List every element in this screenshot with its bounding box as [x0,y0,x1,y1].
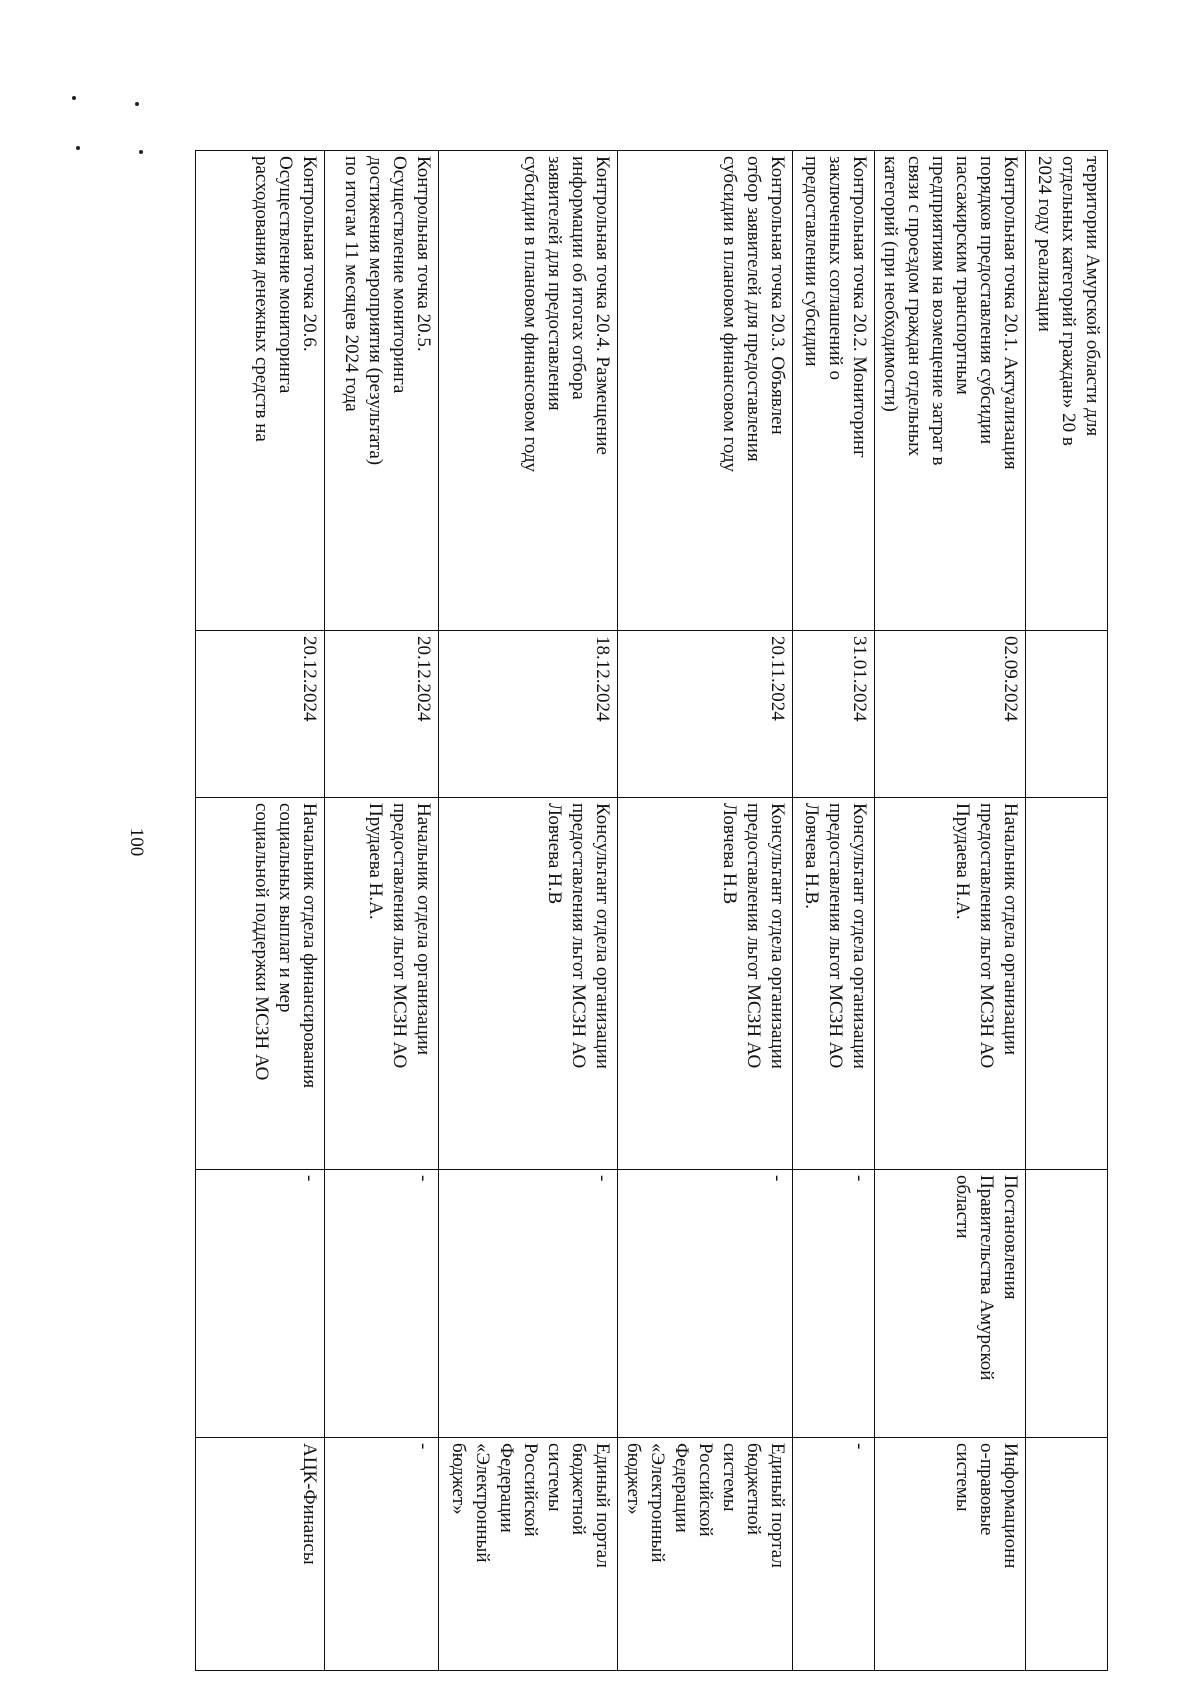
event-cell: Контрольная точка 20.2. Мониторинг заключенных соглашений о предоставлении субсидии [793,151,875,631]
responsible-cell [1026,798,1108,1170]
table-row [1026,151,1108,1671]
responsible-cell: Консультант отдела организации предоставления льгот МСЗН АО Ловчева Н.В [439,798,618,1170]
system-cell: Единый портал бюджетной системы Российской Федерации «Электронный бюджет» [618,1438,793,1671]
system-cell: АЦК-Финансы [196,1438,325,1671]
event-cell: территории Амурской области для отдельных категорий граждан» 20 в 2024 году реализации [1026,151,1108,631]
table-row [196,151,325,1671]
responsible-cell: Консультант отдела организации предоставления льгот МСЗН АО Ловчева Н.В [618,798,793,1170]
scan-speck [135,102,139,106]
date-cell: 31.01.2024 [793,631,875,798]
scan-speck [72,96,76,100]
table-row [325,151,439,1671]
scan-speck [76,146,80,150]
document-cell: - [793,1170,875,1438]
system-cell: - [325,1438,439,1671]
system-cell: Информационн о-правовые системы [875,1438,1026,1671]
date-cell: 20.12.2024 [196,631,325,798]
page-number: 100 [126,827,147,857]
document-cell [1026,1170,1108,1438]
responsible-cell: Начальник отдела организации предоставления льгот МСЗН АО Прудаева Н.А. [875,798,1026,1170]
date-cell [1026,631,1108,798]
table-row [793,151,875,1671]
document-cell: - [618,1170,793,1438]
event-cell: Контрольная точка 20.6. Осуществление мониторинга расходования денежных средств на [196,151,325,631]
table-row [618,151,793,1671]
table-row [875,151,1026,1671]
date-cell: 20.12.2024 [325,631,439,798]
system-cell: - [793,1438,875,1671]
document-cell: - [325,1170,439,1438]
scan-speck [139,150,143,154]
event-cell: Контрольная точка 20.1. Актуализация порядков предоставления субсидии пассажирским транспортным предприятиям на возмещение затрат в связи с проездом граждан отдельных категорий (при необходимости) [875,151,1026,631]
rotated-table-wrapper [198,150,1108,1670]
system-cell [1026,1438,1108,1671]
responsible-cell: Начальник отдела организации предоставления льгот МСЗН АО Прудаева Н.А. [325,798,439,1170]
date-cell: 02.09.2024 [875,631,1026,798]
document-cell: - [196,1170,325,1438]
document-cell: - [439,1170,618,1438]
table-row [439,151,618,1671]
event-cell: Контрольная точка 20.5. Осуществление мониторинга достижения мероприятия (результата) по итогам 11 месяцев 2024 года [325,151,439,631]
responsible-cell: Консультант отдела организации предоставления льгот МСЗН АО Ловчева Н.В. [793,798,875,1170]
event-cell: Контрольная точка 20.4. Размещение информации об итогах отбора заявителей для предоставления субсидии в плановом финансовом году [439,151,618,631]
document-cell: Постановления Правительства Амурской области [875,1170,1026,1438]
date-cell: 20.11.2024 [618,631,793,798]
date-cell: 18.12.2024 [439,631,618,798]
control-points-table [195,150,1108,1671]
system-cell: Единый портал бюджетной системы Российской Федерации «Электронный бюджет» [439,1438,618,1671]
responsible-cell: Начальник отдела финансирования социальных выплат и мер социальной поддержки МСЗН АО [196,798,325,1170]
event-cell: Контрольная точка 20.3. Объявлен отбор заявителей для предоставления субсидии в плановом финансовом году [618,151,793,631]
